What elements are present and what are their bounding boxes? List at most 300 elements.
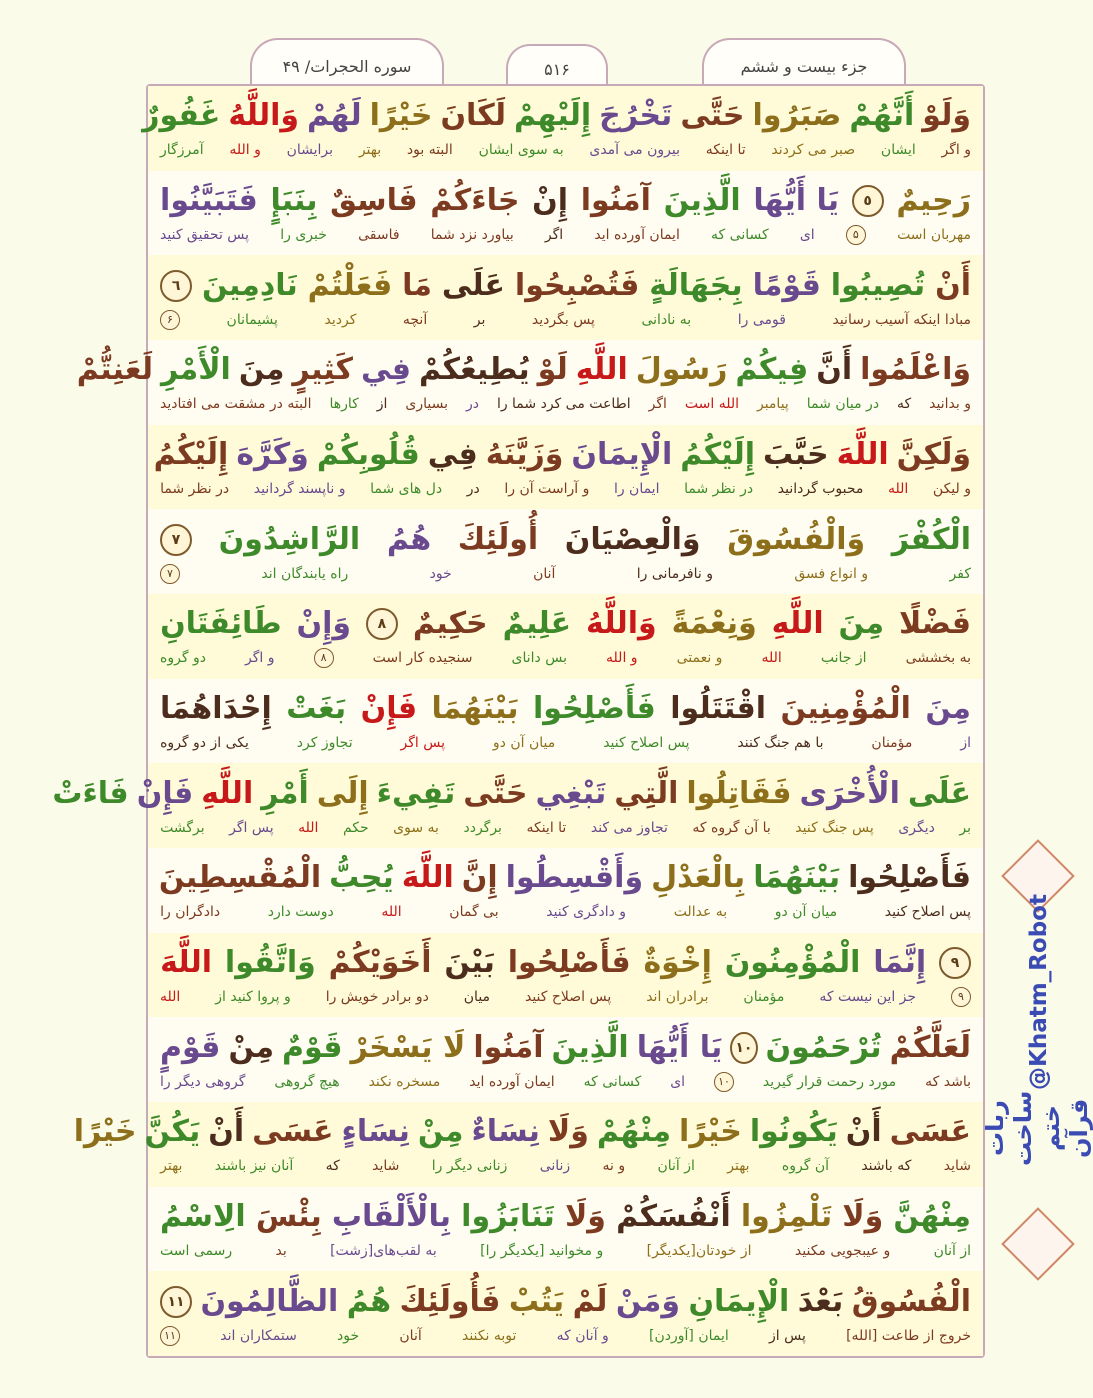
persian-word: و الله (229, 142, 261, 159)
persian-word: با هم جنگ کنند (737, 735, 824, 752)
persian-word: و آنان که (556, 1327, 609, 1344)
arabic-word: عَلِيمٌ (502, 606, 572, 642)
persian-word: و اگر (941, 142, 971, 159)
arabic-word: أَنْ (208, 1114, 245, 1150)
arabic-word: الرَّاشِدُونَ (218, 521, 361, 557)
persian-word: پیامبر (756, 396, 789, 413)
arabic-line (160, 1281, 971, 1323)
verse-number-marker: ۱۰ (714, 1072, 734, 1092)
verse-number-marker: ۱۱ (160, 1326, 180, 1346)
persian-word: بهتر (727, 1158, 750, 1175)
arabic-word: بَعْدَ (797, 1283, 844, 1319)
arabic-word: إِخْوَةٌ (643, 945, 712, 981)
arabic-word: تَخْرُجَ (599, 98, 673, 134)
arabic-word: هُمُ (386, 521, 432, 557)
arabic-word: خَيْرًا (369, 98, 433, 134)
arabic-word: وَالْعِصْيَانَ (564, 521, 701, 557)
arabic-word: طَائِفَتَانِ (160, 606, 282, 642)
persian-word: گروهی دیگر را (160, 1073, 246, 1090)
arabic-word: الْفُسُوقُ (851, 1283, 971, 1319)
arabic-word: وَأَقْسِطُوا (505, 860, 644, 896)
verse-row-12 (148, 1017, 983, 1102)
verse-row-2 (148, 171, 983, 256)
juz-label: جزء بیست و ششم (740, 56, 868, 76)
decorative-ornament-bottom (1001, 1207, 1075, 1281)
arabic-word: أَمْرِ (261, 775, 309, 811)
arabic-word: الْكُفْرَ (891, 521, 971, 557)
persian-word: با آن گروه که (692, 819, 771, 836)
arabic-word: فَأَصْلِحُوا (507, 945, 631, 981)
arabic-word: عَلَى (441, 267, 506, 303)
arabic-word: مِنَ (925, 691, 971, 727)
arabic-word: اللَّهَ (836, 437, 889, 473)
arabic-word: لَوْ (537, 352, 568, 388)
arabic-word: صَبَرُوا (752, 98, 842, 134)
persian-word: ایشان (880, 142, 916, 159)
arabic-word: أَنْفُسَكُمْ (616, 1199, 731, 1235)
persian-word: دادگران را (160, 904, 221, 921)
persian-word: مسخره نکند (368, 1073, 441, 1090)
arabic-word: فِي (427, 437, 478, 473)
persian-word: و نافرمانی را (636, 565, 714, 582)
persian-line (160, 647, 971, 669)
arabic-line (160, 1196, 971, 1238)
arabic-word: إِلَيْكُمُ (153, 437, 229, 473)
arabic-word: الْمُؤْمِنِينَ (780, 691, 911, 727)
persian-word: شاید (372, 1158, 400, 1175)
arabic-word: لَعَنِتُّمْ (76, 352, 153, 388)
arabic-word: بَيْنَ (444, 945, 495, 981)
arabic-word: نِسَاءٌ (471, 1114, 540, 1150)
arabic-word: آمَنُوا (580, 183, 651, 218)
arabic-line (160, 265, 971, 307)
persian-word: مؤمنان (743, 989, 785, 1006)
verse-row-9 (52, 763, 983, 848)
persian-word: و بدانید (929, 396, 971, 413)
persian-word: از آنان (933, 1243, 971, 1260)
persian-word: خبری را (280, 227, 327, 243)
arabic-word: لَمْ (572, 1283, 608, 1319)
persian-word: و الله (606, 650, 638, 667)
verse-row-4 (76, 340, 983, 425)
verse-row-15 (148, 1271, 983, 1356)
verse-number-marker: ٥ (852, 185, 884, 217)
arabic-word: فَتَبَيَّنُوا (160, 183, 258, 218)
arabic-word: وَلَا (547, 1114, 589, 1150)
arabic-word: لَعَلَّكُمْ (889, 1029, 971, 1065)
arabic-word: وَاعْلَمُوا (860, 352, 971, 388)
arabic-word: الْأُخْرَى (799, 775, 900, 811)
arabic-word: حَتَّى (463, 775, 528, 811)
arabic-word: الَّذِينَ (551, 1029, 629, 1065)
arabic-word: وَلَا (564, 1199, 606, 1235)
persian-line (160, 1325, 971, 1347)
arabic-word: وَلَا (842, 1199, 884, 1235)
arabic-line (76, 349, 971, 391)
arabic-word: وَلَوْ (922, 98, 971, 134)
arabic-word: الَّذِينَ (663, 183, 741, 218)
persian-word: به عدالت (673, 904, 728, 921)
verse-number-marker: ٧ (160, 524, 192, 556)
verse-row-1 (142, 86, 983, 171)
arabic-word: تَلْمِزُوا (740, 1199, 833, 1235)
verse-number-marker: ٩ (939, 947, 971, 979)
arabic-word: اقْتَتَلُوا (670, 691, 766, 727)
arabic-word: غَفُورٌ (142, 98, 221, 134)
persian-word: پس جنگ کنید (795, 819, 874, 836)
arabic-word: يُحِبُّ (329, 860, 394, 896)
persian-word: ایمان آورده اید (469, 1073, 555, 1090)
persian-word: و نه (602, 1158, 626, 1175)
arabic-line (160, 180, 971, 222)
persian-word: میان (463, 989, 491, 1006)
persian-word: کسانی که (711, 227, 769, 243)
persian-word: آنان (533, 565, 556, 582)
arabic-word: قَوْمٍ (160, 1029, 221, 1065)
verse-number-marker: ١٠ (730, 1032, 757, 1064)
persian-line (160, 986, 971, 1008)
persian-word: قومی را (737, 311, 786, 328)
arabic-word: الظَّالِمُونَ (200, 1283, 339, 1319)
verse-rows (52, 86, 983, 1356)
persian-word: تا اینکه (705, 142, 746, 159)
quran-page (52, 84, 985, 1358)
persian-word: از (960, 735, 971, 752)
persian-word: پس تحقیق کنید (160, 227, 250, 243)
arabic-word: فَإِنْ (360, 691, 418, 727)
arabic-word: إِنَّمَا (873, 945, 927, 981)
persian-word: در میان شما (806, 396, 880, 413)
persian-word: از آنان (657, 1158, 695, 1175)
persian-word: به سوی ایشان (478, 142, 564, 159)
persian-word: پس اصلاح کنید (524, 989, 612, 1006)
arabic-word: الْمُقْسِطِينَ (158, 860, 322, 896)
arabic-word: فَقَاتِلُوا (686, 775, 792, 811)
arabic-word: وَإِنْ (296, 606, 352, 642)
persian-word: مورد رحمت قرار گیرید (762, 1073, 897, 1090)
arabic-word: وَاللَّهُ (228, 98, 300, 134)
arabic-word: خَيْرًا (679, 1114, 742, 1150)
persian-word: آنچه (402, 311, 428, 328)
arabic-word: اللَّهِ (575, 352, 628, 388)
verse-row-11 (148, 933, 983, 1018)
persian-line (160, 1071, 971, 1093)
persian-word: الله (761, 650, 782, 667)
persian-word: و انواع فسق (794, 565, 869, 582)
verse-row-14 (148, 1187, 983, 1272)
persian-word: بد (275, 1243, 287, 1260)
persian-word: پشیمانان (226, 311, 278, 328)
persian-word: و ناپسند گردانید (253, 481, 346, 498)
persian-word: مؤمنان (871, 735, 913, 752)
verse-number-marker: ۹ (951, 987, 971, 1007)
persian-word: بر (473, 311, 486, 328)
persian-word: کسانی که (583, 1073, 642, 1090)
arabic-word: فَاءَتْ (52, 775, 129, 811)
arabic-word: اللَّهَ (160, 945, 213, 981)
persian-line (160, 224, 971, 246)
arabic-word: مِنْ (417, 1114, 464, 1150)
verse-row-13 (73, 1102, 983, 1187)
verse-row-5 (148, 425, 983, 510)
persian-word: تجاوز می کند (590, 819, 668, 836)
arabic-word: إِحْدَاهُمَا (160, 691, 272, 727)
persian-word: کفر (949, 565, 971, 582)
verse-number-marker: ١١ (160, 1286, 192, 1318)
arabic-word: فِي (361, 352, 412, 388)
arabic-word: فَإِنْ (136, 775, 194, 811)
arabic-word: وَالْفُسُوقَ (727, 521, 866, 557)
arabic-word: بِنَبَإٍ (270, 183, 318, 218)
arabic-word: يَا أَيُّهَا (636, 1029, 723, 1065)
arabic-word: فَاسِقٌ (330, 183, 418, 218)
arabic-word: يَا أَيُّهَا (753, 183, 839, 218)
persian-word: بهتر (160, 1158, 183, 1175)
persian-word: ای (799, 227, 815, 243)
arabic-line (160, 688, 971, 730)
persian-word: خود (429, 565, 452, 582)
persian-word: اگر (648, 396, 667, 413)
arabic-word: تُصِيبُوا (830, 267, 926, 303)
persian-word: شاید (943, 1158, 971, 1175)
persian-word: بسیاری (405, 396, 448, 413)
persian-word: زنانی دیگر را (431, 1158, 508, 1175)
surah-label: سوره الحجرات/ ۴۹ (282, 56, 412, 76)
arabic-word: إِلَى (316, 775, 369, 811)
arabic-word: فِيكُمْ (735, 352, 809, 388)
persian-word: تا اینکه (526, 819, 567, 836)
persian-word: دو برادر خویش را (325, 989, 429, 1006)
arabic-line (142, 95, 971, 137)
persian-word: اطاعت می کرد شما را (496, 396, 631, 413)
sidebar-title: ربات ساخت ختم قرآن (981, 1090, 1093, 1166)
arabic-word: وَاللَّهُ (586, 606, 657, 642)
arabic-word: بَيْنَهُمَا (431, 691, 519, 727)
persian-word: و آراست آن را (504, 481, 590, 498)
arabic-word: بَغَتْ (286, 691, 347, 727)
arabic-word: قَوْمًا (752, 267, 821, 303)
verse-row-3 (148, 255, 983, 340)
persian-word: البته در مشقت می افتادید (160, 396, 312, 413)
persian-word: از خودتان[یکدیگر] (646, 1243, 752, 1260)
arabic-word: حَكِيمٌ (412, 606, 488, 642)
persian-word: و پروا کنید از (215, 989, 291, 1006)
persian-word: از جانب (820, 650, 867, 667)
persian-word: دوست دارد (267, 904, 334, 921)
arabic-word: بِالْأَلْقَابِ (331, 1199, 452, 1235)
persian-word: میان آن دو (774, 904, 838, 921)
arabic-word: تَنَابَزُوا (461, 1199, 555, 1235)
persian-line (160, 478, 971, 500)
verse-number-marker: ۸ (314, 648, 334, 668)
persian-word: مهربان است (897, 227, 971, 243)
persian-word: بهتر (358, 142, 382, 159)
persian-word: مبادا اینکه آسیب رسانید (832, 311, 971, 328)
persian-word: در نظر شما (684, 481, 754, 498)
verse-number-marker: ٨ (366, 608, 398, 640)
arabic-word: عَسَى (889, 1114, 971, 1150)
arabic-word: مِنَ (838, 606, 885, 642)
arabic-word: الْمُؤْمِنُونَ (724, 945, 861, 981)
arabic-word: وَزَيَّنَهُ (485, 437, 564, 473)
arabic-word: فَتُصْبِحُوا (514, 267, 640, 303)
persian-word: الله (888, 481, 909, 498)
persian-word: الله (381, 904, 402, 921)
arabic-word: الْإِيمَانَ (571, 437, 673, 473)
persian-line (160, 732, 971, 754)
sidebar-watermark (981, 894, 1093, 1166)
persian-word: ستمکاران اند (220, 1327, 297, 1344)
persian-word: به لقب‌های[زشت] (330, 1243, 437, 1260)
persian-word: جز این نیست که (819, 989, 917, 1006)
persian-line (160, 309, 971, 331)
verse-row-8 (148, 679, 983, 764)
arabic-word: رَحِيمٌ (896, 183, 971, 218)
persian-word: هیچ گروهی (274, 1073, 340, 1090)
arabic-word: وَلَكِنَّ (896, 437, 971, 473)
arabic-line (160, 1027, 971, 1069)
verse-number-marker: ۶ (160, 310, 180, 330)
arabic-word: أَنْ (935, 267, 971, 303)
persian-word: راه یابندگان اند (261, 565, 349, 582)
arabic-word: رَسُولَ (635, 352, 728, 388)
persian-word: یکی از دو گروه (160, 735, 249, 752)
persian-word: توبه نکنند (461, 1327, 517, 1344)
persian-word: خود (337, 1327, 360, 1344)
arabic-word: يَتُبْ (508, 1283, 565, 1319)
verse-row-6 (148, 509, 983, 594)
arabic-word: لَا يَسْخَرْ (350, 1029, 466, 1065)
persian-line (160, 817, 971, 839)
persian-word: پس اصلاح کنید (884, 904, 971, 921)
arabic-word: اللَّهِ (201, 775, 254, 811)
arabic-word: أُولَئِكَ (457, 521, 539, 557)
arabic-word: قَوْمٌ (282, 1029, 343, 1065)
arabic-word: يَكُونُوا (749, 1114, 838, 1150)
persian-word: و نعمتی (676, 650, 723, 667)
arabic-word: اللَّهِ (771, 606, 824, 642)
persian-word: البته بود (406, 142, 453, 159)
persian-word: کارها (329, 396, 359, 413)
arabic-word: فَعَلْتُمْ (307, 267, 393, 303)
arabic-word: وَاتَّقُوا (224, 945, 316, 981)
arabic-word: حَتَّى (680, 98, 745, 134)
persian-word: آنان (399, 1327, 422, 1344)
arabic-word: إِنْ (532, 183, 569, 218)
persian-word: به بخششی (905, 650, 971, 667)
arabic-word: لَهُمْ (307, 98, 362, 134)
arabic-line (73, 1111, 971, 1153)
persian-word: سنجیده کار است (372, 650, 473, 667)
arabic-word: تَفِيءَ (376, 775, 456, 811)
arabic-word: تَبْغِي (535, 775, 607, 811)
arabic-word: أَنَّ (816, 352, 853, 388)
arabic-word: بِجَهَالَةٍ (649, 267, 743, 303)
persian-word: برگشت (160, 819, 205, 836)
sidebar-handle: @Khatm_Robot (1026, 894, 1052, 1091)
persian-word: اگر (544, 227, 564, 243)
arabic-word: الِاسْمُ (160, 1199, 246, 1235)
persian-word: آنان نیز باشند (214, 1158, 294, 1175)
arabic-word: حَبَّبَ (763, 437, 829, 473)
persian-word: برادران اند (646, 989, 709, 1006)
persian-word: بی گمان (449, 904, 499, 921)
persian-word: حکم (342, 819, 369, 836)
verse-row-7 (148, 594, 983, 679)
persian-word: باشد که (925, 1073, 971, 1090)
arabic-word: فَأُولَئِكَ (399, 1283, 501, 1319)
persian-word: دل های شما (370, 481, 443, 498)
arabic-word: قُلُوبِكُمْ (316, 437, 420, 473)
persian-line (160, 563, 971, 585)
arabic-word: بِالْعَدْلِ (651, 860, 746, 896)
arabic-word: مِنْهُنَّ (893, 1199, 971, 1235)
persian-word: در (465, 396, 479, 413)
arabic-word: الْإِيمَانِ (688, 1283, 790, 1319)
persian-line (160, 139, 971, 161)
persian-word: و عیبجویی مکنید (794, 1243, 891, 1260)
persian-word: بر (959, 819, 971, 836)
arabic-word: أَنْ (845, 1114, 882, 1150)
verse-number-marker: ۵ (846, 225, 866, 245)
persian-word: و لیکن (932, 481, 971, 498)
verse-number-marker: ۷ (160, 564, 180, 584)
arabic-word: مَا (402, 267, 433, 303)
arabic-word: أَنَّهُمْ (849, 98, 915, 134)
arabic-line (160, 603, 971, 645)
persian-word: برگردد (463, 819, 502, 836)
persian-word: ایمان آورده اید (594, 227, 680, 243)
persian-word: ای (670, 1073, 686, 1090)
persian-word: بیرون می آمدی (589, 142, 681, 159)
arabic-word: فَضْلًا (899, 606, 971, 642)
persian-word: به نادانی (641, 311, 692, 328)
persian-word: الله (160, 989, 181, 1006)
arabic-word: بِئْسَ (255, 1199, 322, 1235)
arabic-word: بَيْنَهُمَا (753, 860, 841, 896)
arabic-line (52, 773, 971, 815)
persian-word: در نظر شما (160, 481, 230, 498)
arabic-word: إِلَيْكُمُ (680, 437, 756, 473)
persian-word: کردید (324, 311, 357, 328)
arabic-word: نَادِمِينَ (202, 267, 298, 303)
persian-word: الله (298, 819, 319, 836)
persian-word: ایمان [آوردن] (649, 1327, 729, 1344)
arabic-word: الَّتِي (614, 775, 679, 811)
arabic-word: نِسَاءٍ (341, 1114, 410, 1150)
persian-word: ایمان را (613, 481, 660, 498)
persian-word: دیگری (898, 819, 935, 836)
persian-word: و مخوانید [یکدیگر را] (480, 1243, 604, 1260)
persian-word: که باشند (861, 1158, 912, 1175)
persian-line (160, 1155, 971, 1177)
persian-word: پس اصلاح کنید (603, 735, 690, 752)
arabic-word: مِنْ (228, 1029, 275, 1065)
persian-line (160, 901, 971, 923)
arabic-word: أَخَوَيْكُمْ (328, 945, 432, 981)
persian-word: بیاورد نزد شما (430, 227, 514, 243)
persian-word: برایشان (286, 142, 334, 159)
persian-word: به سوی (393, 819, 439, 836)
arabic-word: كَثِيرٍ (292, 352, 354, 388)
arabic-word: وَمَنْ (615, 1283, 681, 1319)
arabic-word: عَلَى (907, 775, 971, 811)
arabic-word: آمَنُوا (473, 1029, 544, 1065)
verse-row-10 (148, 848, 983, 933)
persian-word: محبوب گردانید (777, 481, 864, 498)
arabic-word: يُطِيعُكُمْ (419, 352, 530, 388)
arabic-line (160, 857, 971, 899)
